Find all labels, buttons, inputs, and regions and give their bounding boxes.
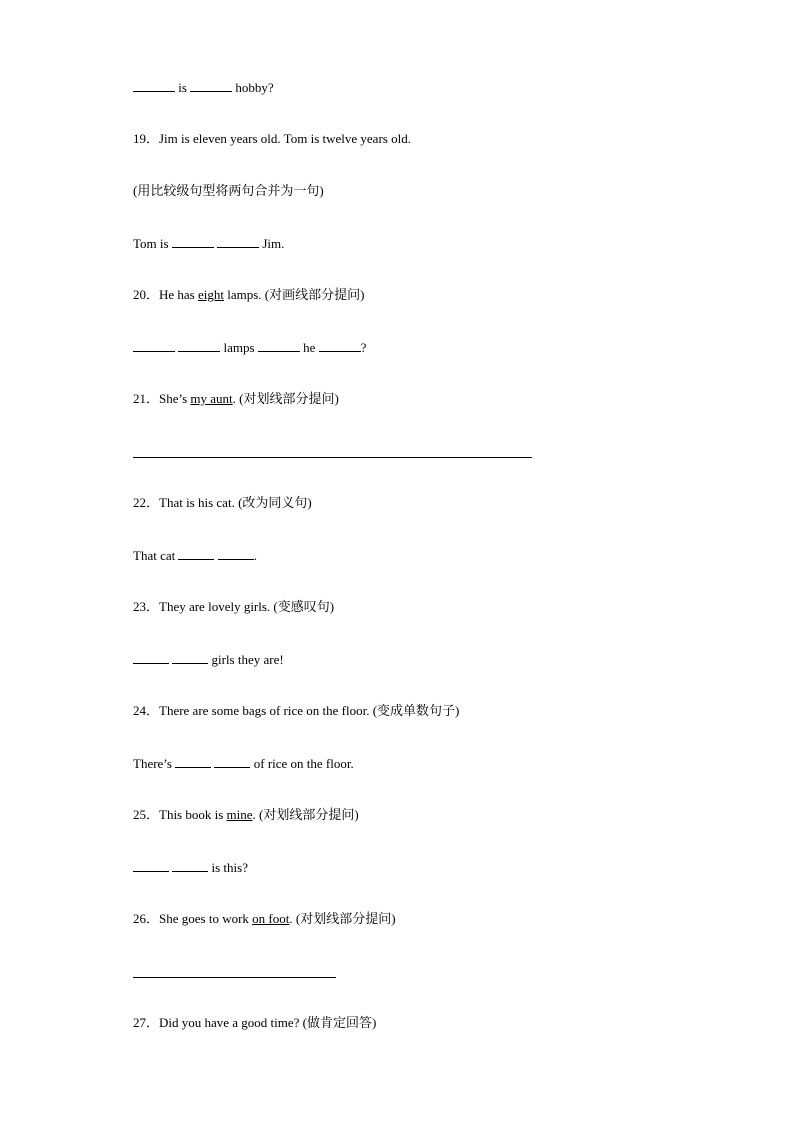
text-fragment: 20．He has <box>133 287 198 302</box>
answer-blank[interactable] <box>172 235 214 248</box>
answer-line-20 <box>133 339 366 355</box>
answer-line-19 <box>133 235 284 251</box>
answer-blank[interactable] <box>133 339 175 352</box>
answer-blank[interactable] <box>133 651 169 664</box>
text-fragment: hobby? <box>232 80 274 95</box>
text-fragment: 25．This book is <box>133 807 227 822</box>
answer-line-23 <box>133 651 284 667</box>
question-22: 22．That is his cat. (改为同义句) <box>133 495 312 510</box>
text-fragment: That cat <box>133 548 179 563</box>
answer-line-22 <box>133 547 257 563</box>
text-fragment: Jim. <box>259 236 285 251</box>
question-25 <box>133 807 359 823</box>
text-fragment: lamps. (对画线部分提问) <box>224 287 365 302</box>
question-27: 27．Did you have a good time? (做肯定回答) <box>133 1015 377 1030</box>
question-19-instruction: (用比较级句型将两句合并为一句) <box>133 183 324 198</box>
answer-blank[interactable] <box>175 755 211 768</box>
answer-blank[interactable] <box>319 339 361 352</box>
text-fragment: Tom is <box>133 236 172 251</box>
text-fragment: girls they are! <box>208 652 284 667</box>
answer-blank[interactable] <box>178 339 220 352</box>
question-19: 19．Jim is eleven years old. Tom is twelve years old. <box>133 131 411 146</box>
text-fragment: There’s <box>133 756 176 771</box>
question-21 <box>133 391 339 407</box>
text-fragment: is this? <box>208 860 248 875</box>
answer-blank[interactable] <box>172 859 208 872</box>
text-fragment: ? <box>360 340 367 355</box>
underlined-word: eight <box>198 287 224 302</box>
text-fragment: 21．She’s <box>133 391 191 406</box>
answer-blank[interactable] <box>172 651 208 664</box>
question-24: 24．There are some bags of rice on the floor. (变成单数句子) <box>133 703 460 718</box>
answer-line-21[interactable] <box>133 457 532 458</box>
answer-line-18 <box>133 79 274 95</box>
answer-blank[interactable] <box>258 339 300 352</box>
text-fragment: . (对划线部分提问) <box>252 807 359 822</box>
text-fragment: 26．She goes to work <box>133 911 253 926</box>
text-fragment: of rice on the floor. <box>250 756 354 771</box>
underlined-word: on foot <box>252 911 290 926</box>
answer-blank[interactable] <box>133 859 169 872</box>
question-20 <box>133 287 364 303</box>
answer-line-25 <box>133 859 248 875</box>
text-fragment: . (对划线部分提问) <box>289 911 396 926</box>
text-fragment: . (对划线部分提问) <box>232 391 339 406</box>
answer-blank[interactable] <box>214 755 250 768</box>
answer-blank[interactable] <box>217 235 259 248</box>
answer-line-24 <box>133 755 354 771</box>
answer-blank[interactable] <box>218 547 254 560</box>
underlined-word: mine <box>226 807 253 822</box>
text-fragment: lamps <box>220 340 258 355</box>
question-26 <box>133 911 396 927</box>
answer-blank[interactable] <box>190 79 232 92</box>
text-fragment: . <box>253 548 257 563</box>
text-fragment: he <box>299 340 319 355</box>
underlined-word: my aunt <box>190 391 233 406</box>
answer-line-26[interactable] <box>133 977 336 978</box>
answer-blank[interactable] <box>178 547 214 560</box>
question-23: 23．They are lovely girls. (变感叹句) <box>133 599 335 614</box>
answer-blank[interactable] <box>133 79 175 92</box>
text-fragment: is <box>175 80 191 95</box>
